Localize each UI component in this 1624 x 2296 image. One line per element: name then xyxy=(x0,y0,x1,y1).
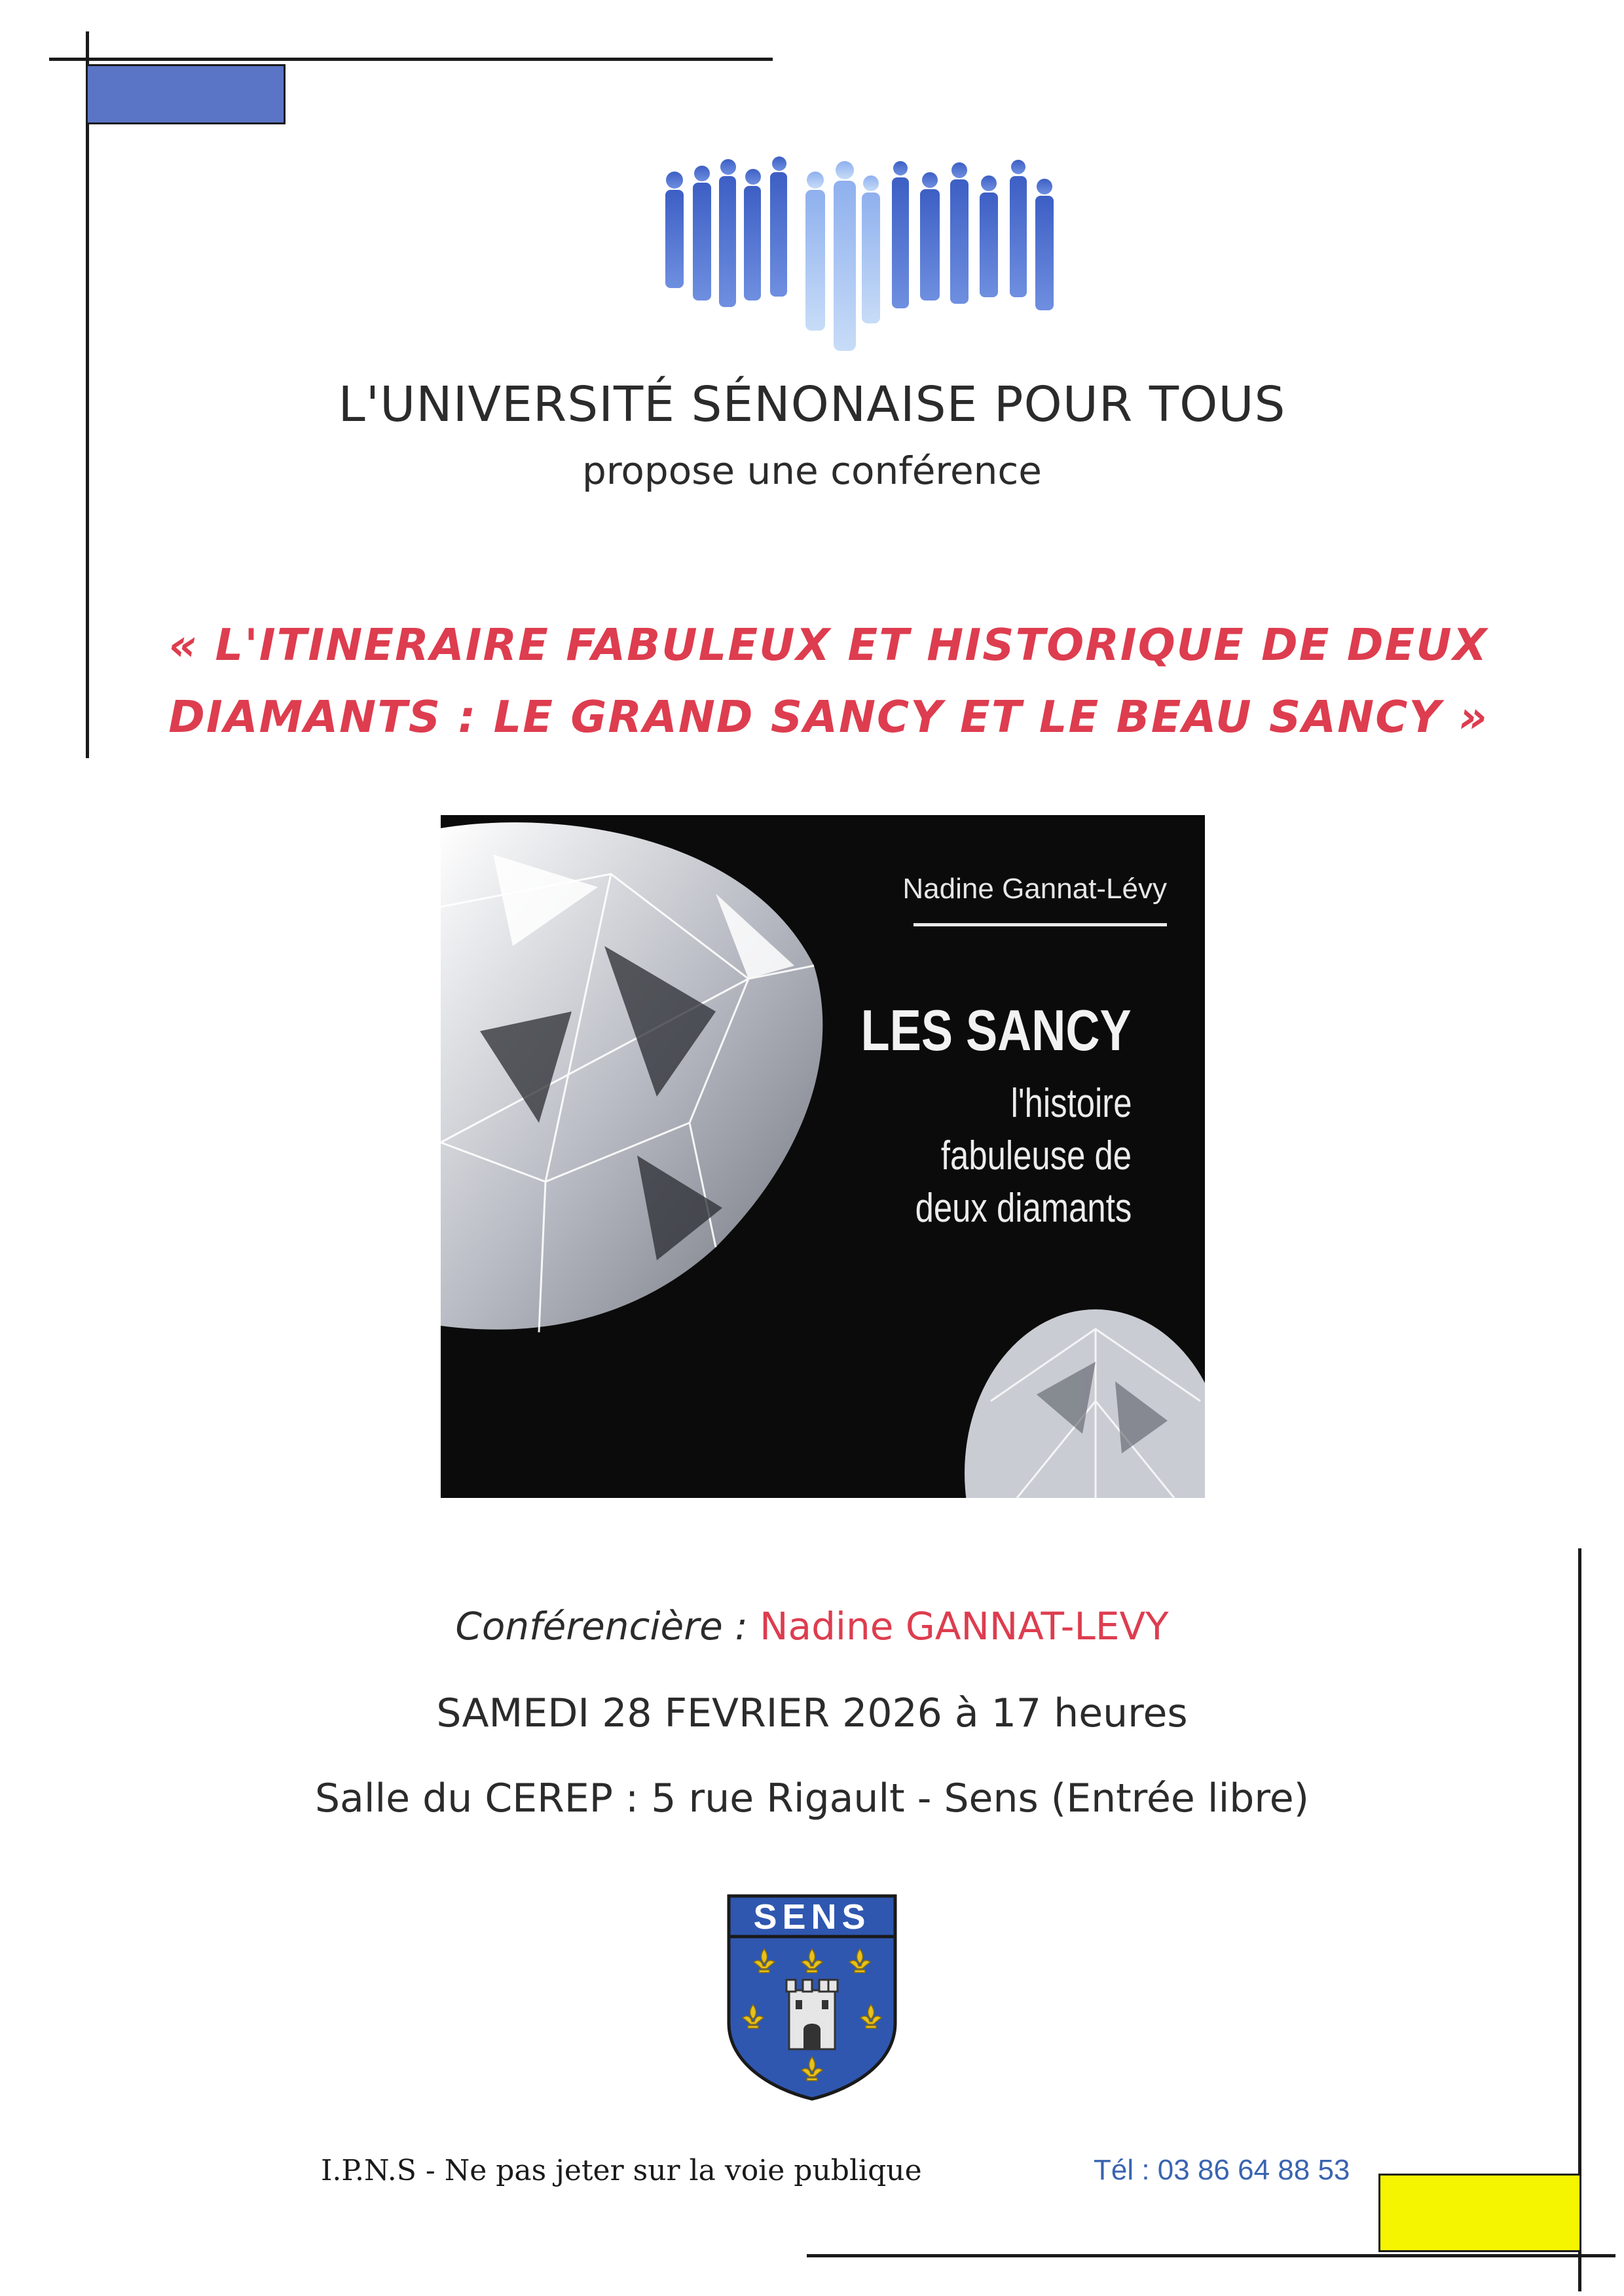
book-subtitle-line-3: deux diamants xyxy=(915,1186,1132,1231)
castle-tower-icon xyxy=(786,1980,838,2049)
book-title: LES SANCY xyxy=(861,998,1132,1063)
event-venue: Salle du CEREP : 5 rue Rigault - Sens (Entrée libre) xyxy=(314,1776,1310,1821)
blue-corner-block xyxy=(86,64,286,124)
book-subtitle-line-1: l'histoire xyxy=(1010,1081,1132,1126)
speaker-name: Nadine GANNAT-LEVY xyxy=(760,1604,1169,1649)
conference-title-line-1: « L'ITINERAIRE FABULEUX ET HISTORIQUE DE DEUX xyxy=(168,619,1488,670)
yellow-corner-block xyxy=(1378,2174,1581,2252)
sens-shield-label: SENS xyxy=(753,1897,871,1937)
speaker-label: Conférencière : xyxy=(455,1604,760,1649)
organization-name: L'UNIVERSITÉ SÉNONAISE POUR TOUS xyxy=(338,376,1286,433)
speaker-line xyxy=(0,1604,1624,1649)
book-author-rule xyxy=(913,923,1167,926)
book-author: Nadine Gannat-Lévy xyxy=(902,873,1167,905)
conference-title xyxy=(118,609,1539,753)
footer-ipns-notice: I.P.N.S - Ne pas jeter sur la voie publique xyxy=(321,2154,922,2187)
footer-phone: Tél : 03 86 64 88 53 xyxy=(1094,2154,1350,2186)
large-diamond-icon xyxy=(441,815,847,1345)
book-subtitle-line-2: fabuleuse de xyxy=(940,1133,1132,1178)
book-cover-image xyxy=(441,815,1205,1498)
sens-coat-of-arms-icon xyxy=(724,1892,900,2102)
organization-subtitle: propose une conférence xyxy=(582,448,1042,493)
people-crowd-logo-icon xyxy=(648,154,1067,354)
top-frame-line xyxy=(49,58,773,61)
event-date: SAMEDI 28 FEVRIER 2026 à 17 heures xyxy=(436,1690,1188,1736)
small-diamond-icon xyxy=(951,1303,1205,1498)
bottom-frame-line xyxy=(807,2254,1615,2257)
conference-title-line-2: DIAMANTS : LE GRAND SANCY ET LE BEAU SANCY » xyxy=(168,691,1488,742)
